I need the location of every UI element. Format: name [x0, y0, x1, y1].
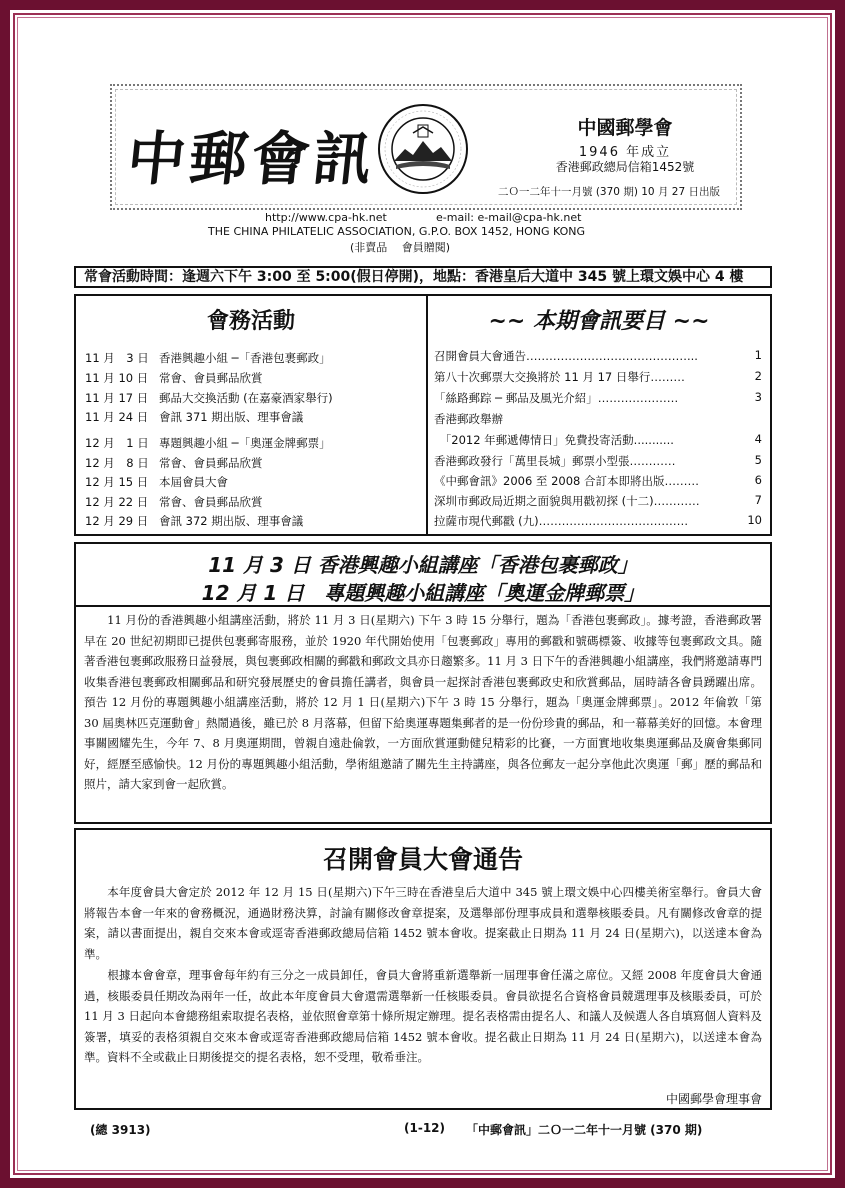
toc-item[interactable]	[434, 411, 766, 427]
email-link[interactable]: e-mail: e-mail@cpa-hk.net	[436, 211, 582, 224]
activity-date: 12 月 29 日	[85, 514, 149, 528]
activity-row	[85, 474, 228, 490]
not-for-sale-note: (非賣品 會員贈閱)	[350, 241, 451, 254]
agm-paragraph-1: 本年度會員大會定於 2012 年 12 月 15 日(星期六)下午三時在香港皇后大道中 345 號上環文娛中心四樓美術室舉行。會員大會將報告本會一年來的會務概況，通過財務決算，討論有關修改會章提案，及選舉部份理事成員和選舉核賬委員。凡有關修改會章的提案，請以書面提出，親自交來本會或逕寄香港郵政總局信箱 1452 號本會收。提案截止日期為 11 月 24 日(星期六)，以送達本會為準。	[84, 885, 762, 961]
toc-page-number: 2	[754, 369, 762, 383]
agm-signoff: 中國郵學會理事會	[665, 1092, 762, 1106]
activity-date: 12 月 22 日	[85, 495, 149, 509]
masthead-title: 中郵會訊	[123, 125, 380, 193]
toc-item-title: 拉薩市現代郵戳 (九)…………………………………	[434, 514, 689, 528]
toc-item[interactable]	[434, 369, 766, 385]
issue-date: 二Ｏ一二年十一月號 (370 期) 10 月 27 日出版	[498, 186, 720, 198]
toc-item[interactable]	[434, 348, 766, 364]
po-box-address: 香港郵政總局信箱1452號	[555, 160, 695, 174]
activity-date: 12 月 1 日	[85, 436, 149, 450]
toc-page-number: 3	[754, 390, 762, 404]
contents-title: ~~ 本期會訊要目 ~~	[488, 308, 710, 334]
activity-event: 常會、會員郵品欣賞	[159, 371, 263, 385]
activities-title: 會務活動	[206, 308, 295, 334]
activity-row	[85, 513, 303, 529]
activity-row	[85, 390, 333, 406]
activity-row	[85, 409, 303, 425]
activity-row	[85, 455, 263, 471]
toc-item-title: 召開會員大會通告……………………………………...	[434, 349, 698, 363]
toc-item-title: 香港郵政舉辦	[434, 412, 503, 426]
toc-page-number: 10	[747, 513, 762, 527]
activity-row	[85, 370, 263, 386]
activity-date: 12 月 8 日	[85, 456, 149, 470]
footer-issue: 「中郵會訊」二Ｏ一二年十一月號 (370 期)	[466, 1123, 703, 1137]
toc-item-title: 「絲路郵踪 ─ 郵品及風光介紹」…………………	[434, 391, 679, 405]
activity-date: 11 月 3 日	[85, 351, 149, 365]
toc-page-number: 6	[754, 473, 762, 487]
toc-item[interactable]	[434, 453, 766, 469]
talk-heading-november: 11 月 3 日 香港興趣小組講座「香港包裹郵政」	[208, 553, 638, 577]
activity-event: 香港興趣小組 ─「香港包裹郵政」	[159, 351, 331, 365]
activities-box	[74, 294, 428, 536]
toc-item[interactable]	[434, 493, 766, 509]
association-name: 中國郵學會	[577, 117, 673, 139]
activity-row	[85, 435, 331, 451]
activity-event: 常會、會員郵品欣賞	[159, 495, 263, 509]
toc-item-title: 第八十次郵票大交換將於 11 月 17 日舉行………	[434, 370, 685, 384]
toc-item[interactable]	[434, 432, 766, 448]
agm-title: 召開會員大會通告	[322, 845, 523, 874]
activity-event: 專題興趣小組 ─「奧運金牌郵票」	[159, 436, 331, 450]
toc-item[interactable]	[434, 473, 766, 489]
toc-item[interactable]	[434, 513, 766, 529]
founded-year: 1946 年成立	[578, 145, 672, 160]
website-link[interactable]: http://www.cpa-hk.net	[265, 211, 387, 224]
toc-item-title: 《中郵會訊》2006 至 2008 合訂本即將出版………	[434, 474, 699, 488]
toc-item[interactable]	[434, 390, 766, 406]
activity-date: 11 月 24 日	[85, 410, 149, 424]
agm-paragraph-2: 根據本會會章，理事會每年約有三分之一成員卸任，會員大會將重新選舉新一屆理事會任滿之席位。又經 2008 年度會員大會通過，核賬委員任期改為兩年一任，故此本年度會員大會還需選舉新一任核賬委員。會員欲提名合資格會員競選理事及核賬委員，可於 11 月 3 日起向本會總務組索取提名表格，並依照會章第十條所規定辦理。提名表格需由提名人、和議人及候選人各自填寫個人資料及簽署，填妥的表格須親自交來本會或逕寄香港郵政總局信箱 1452 號本會收。提名截止日期為 11 月 24 日(星期六)，以送達本會為準。資料不全或截止日期後提交的提名表格，恕不受理，敬希垂注。	[84, 968, 762, 1064]
activity-date: 11 月 17 日	[85, 391, 149, 405]
toc-page-number: 5	[754, 453, 762, 467]
activity-date: 11 月 10 日	[85, 371, 149, 385]
talk-divider	[76, 605, 770, 607]
footer-total-issue: (總 3913)	[90, 1123, 151, 1137]
toc-page-number: 1	[754, 348, 762, 362]
toc-item-title: 深圳市郵政局近期之面貌與用戳初探 (十二)…………	[434, 494, 700, 508]
toc-item-title: 「2012 年郵遞傳情日」免費投寄活動...........	[434, 433, 674, 447]
talk-announcement-box	[74, 542, 772, 824]
activity-event: 郵品大交換活動 (在嘉豪酒家舉行)	[159, 391, 333, 405]
association-emblem	[377, 103, 469, 195]
activity-row	[85, 494, 263, 510]
footer-page-range: (1-12)	[404, 1121, 445, 1135]
activity-date: 12 月 15 日	[85, 475, 149, 489]
activity-event: 會訊 372 期出版、理事會議	[159, 514, 304, 528]
toc-item-title: 香港郵政發行「萬里長城」郵票小型張…………	[434, 454, 676, 468]
talk-heading-december: 12 月 1 日 專題興趣小組講座「奧運金牌郵票」	[201, 581, 645, 605]
contents-box	[426, 294, 772, 536]
english-address: THE CHINA PHILATELIC ASSOCIATION, G.P.O. BOX 1452, HONG KONG	[208, 225, 586, 238]
toc-page-number: 4	[754, 432, 762, 446]
activity-row	[85, 350, 331, 366]
activity-event: 常會、會員郵品欣賞	[159, 456, 263, 470]
activity-event: 會訊 371 期出版、理事會議	[159, 410, 304, 424]
toc-page-number: 7	[754, 493, 762, 507]
agm-notice-box	[74, 828, 772, 1110]
talk-body: 11 月份的香港興趣小組講座活動，將於 11 月 3 日(星期六) 下午 3 時 15 分舉行，題為「香港包裹郵政」。據考證，香港郵政署早在 20 世紀初期即已提供包裹郵寄服務，並於 1920 年代開始使用「包裹郵政」專用的郵戳和號碼標簽、收據等包裹郵政文具。隨著香港包裹郵政服務日益發展，與包裹郵政相關的郵戳和郵政文具亦日趨繁多。11 月 3 日下午的香港興趣小組講座，我們將邀請專門收集香港包裹郵政相關郵品和研究發展歷史的會員擔任講者，與會員一起探討香港包裹郵政史和欣賞郵品，屆時請各會員踴躍出席。預告 12 月份的專題興趣小組講座活動，將於 12 月 1 日(星期六)下午 3 時 15 分舉行，題為「奧運金牌郵票」。2012 年倫敦「第 30 屆奧林匹克運動會」熱鬧過後，雖已於 8 月落幕，但留下給奧運專題集郵者的是一份份珍貴的郵品，和一幕幕美好的回憶。本會理事關國耀先生，今年 7、8 月奧運期間，曾親自遠赴倫敦，一方面欣賞運動健兒精彩的比賽，一方面實地收集奧運郵品及廣會集郵同好，經歷至感愉快。12 月份的專題興趣小組活動，學術組邀請了關先生主持講座，與各位郵友一起分享他此次奧運「郵」歷的郵品和照片，請大家到會一起欣賞。	[84, 613, 762, 791]
activity-event: 本屆會員大會	[159, 475, 228, 489]
meeting-info-bar: 常會活動時間：逢週六下午 3:00 至 5:00(假日停開)，地點：香港皇后大道中 345 號上環文娛中心 4 樓	[74, 266, 772, 288]
